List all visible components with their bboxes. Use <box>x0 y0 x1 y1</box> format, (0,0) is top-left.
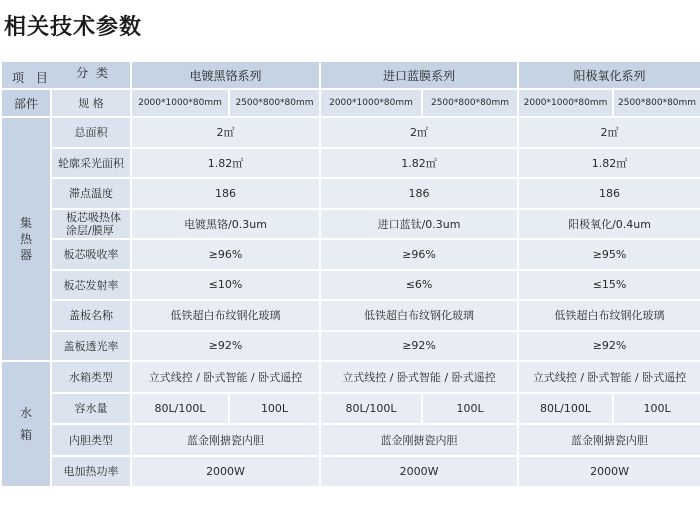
spec-value: 2500*800*80mm <box>613 89 700 117</box>
cell-value: 立式线控 / 卧式智能 / 卧式遥控 <box>131 361 320 393</box>
header-item-label: 项 目 <box>12 71 52 85</box>
cell-value: ≥96% <box>320 239 518 270</box>
section-tank <box>1 361 51 487</box>
spec-value: 2000*1000*80mm <box>131 89 229 117</box>
row-label: 电加热功率 <box>51 456 131 488</box>
cell-value: 100L <box>613 393 700 425</box>
cell-value: 电镀黑铬/0.3um <box>131 209 320 240</box>
table-row <box>1 331 700 362</box>
cell-value: ≤10% <box>131 270 320 301</box>
spec-value: 2500*800*80mm <box>422 89 518 117</box>
cell-value: 80L/100L <box>320 393 422 425</box>
cell-value: 蓝金刚搪瓷内胆 <box>131 424 320 456</box>
cell-value: 2000W <box>131 456 320 488</box>
table-row <box>1 393 700 425</box>
spec-value: 2000*1000*80mm <box>518 89 613 117</box>
table-row <box>1 361 700 393</box>
cell-value: 186 <box>320 178 518 209</box>
cell-value: 186 <box>518 178 700 209</box>
row-label: 内胆类型 <box>51 424 131 456</box>
cell-value: 80L/100L <box>518 393 613 425</box>
section-collector <box>1 117 51 361</box>
cell-value: 186 <box>131 178 320 209</box>
cell-value: 1.82㎡ <box>320 148 518 179</box>
row-label: 板芯吸收率 <box>51 239 131 270</box>
spec-label: 规 格 <box>51 89 131 117</box>
cell-value: ≤15% <box>518 270 700 301</box>
page-title: 相关技术参数 <box>4 15 143 40</box>
row-label: 滞点温度 <box>51 178 131 209</box>
series-header-2: 进口蓝膜系列 <box>320 61 518 89</box>
table-row <box>1 270 700 301</box>
parts-row <box>1 89 700 117</box>
cell-value: 1.82㎡ <box>131 148 320 179</box>
header-corner <box>1 61 131 89</box>
row-label: 盖板名称 <box>51 300 131 331</box>
series-header-1: 电镀黑铬系列 <box>131 61 320 89</box>
table-row <box>1 117 700 148</box>
cell-value: 进口蓝钛/0.3um <box>320 209 518 240</box>
cell-value: 低铁超白布纹钢化玻璃 <box>518 300 700 331</box>
cell-value: 2㎡ <box>131 117 320 148</box>
spec-table <box>0 60 700 488</box>
table-row <box>1 148 700 179</box>
spec-value: 2000*1000*80mm <box>320 89 422 117</box>
cell-value: 2㎡ <box>518 117 700 148</box>
section-tank-label: 水箱 <box>19 406 32 442</box>
table-row <box>1 424 700 456</box>
row-label: 板芯吸热体涂层/膜厚 <box>51 209 131 240</box>
cell-value: ≥96% <box>131 239 320 270</box>
header-row <box>1 61 700 89</box>
cell-value: ≥95% <box>518 239 700 270</box>
cell-value: 2000W <box>518 456 700 488</box>
cell-value: 1.82㎡ <box>518 148 700 179</box>
section-parts: 部件 <box>1 89 51 117</box>
table-row <box>1 456 700 488</box>
cell-value: 立式线控 / 卧式智能 / 卧式遥控 <box>320 361 518 393</box>
row-label: 容水量 <box>51 393 131 425</box>
section-collector-label: 集热器 <box>19 216 32 262</box>
cell-value: ≥92% <box>320 331 518 362</box>
cell-value: ≥92% <box>131 331 320 362</box>
cell-value: 阳极氧化/0.4um <box>518 209 700 240</box>
cell-value: 低铁超白布纹钢化玻璃 <box>320 300 518 331</box>
cell-value: 蓝金刚搪瓷内胆 <box>518 424 700 456</box>
cell-value: 100L <box>229 393 320 425</box>
cell-value: ≤6% <box>320 270 518 301</box>
row-label: 水箱类型 <box>51 361 131 393</box>
cell-value: 2000W <box>320 456 518 488</box>
table-row <box>1 300 700 331</box>
cell-value: 低铁超白布纹钢化玻璃 <box>131 300 320 331</box>
row-label: 盖板透光率 <box>51 331 131 362</box>
table-row <box>1 239 700 270</box>
series-header-3: 阳极氧化系列 <box>518 61 700 89</box>
row-label: 轮廓采光面积 <box>51 148 131 179</box>
spec-value: 2500*800*80mm <box>229 89 320 117</box>
header-category-label: 分 类 <box>76 66 110 80</box>
row-label: 板芯发射率 <box>51 270 131 301</box>
cell-value: 2㎡ <box>320 117 518 148</box>
cell-value: 立式线控 / 卧式智能 / 卧式遥控 <box>518 361 700 393</box>
cell-value: ≥92% <box>518 331 700 362</box>
cell-value: 100L <box>422 393 518 425</box>
cell-value: 80L/100L <box>131 393 229 425</box>
row-label: 总面积 <box>51 117 131 148</box>
cell-value: 蓝金刚搪瓷内胆 <box>320 424 518 456</box>
table-row <box>1 178 700 209</box>
table-row <box>1 209 700 240</box>
